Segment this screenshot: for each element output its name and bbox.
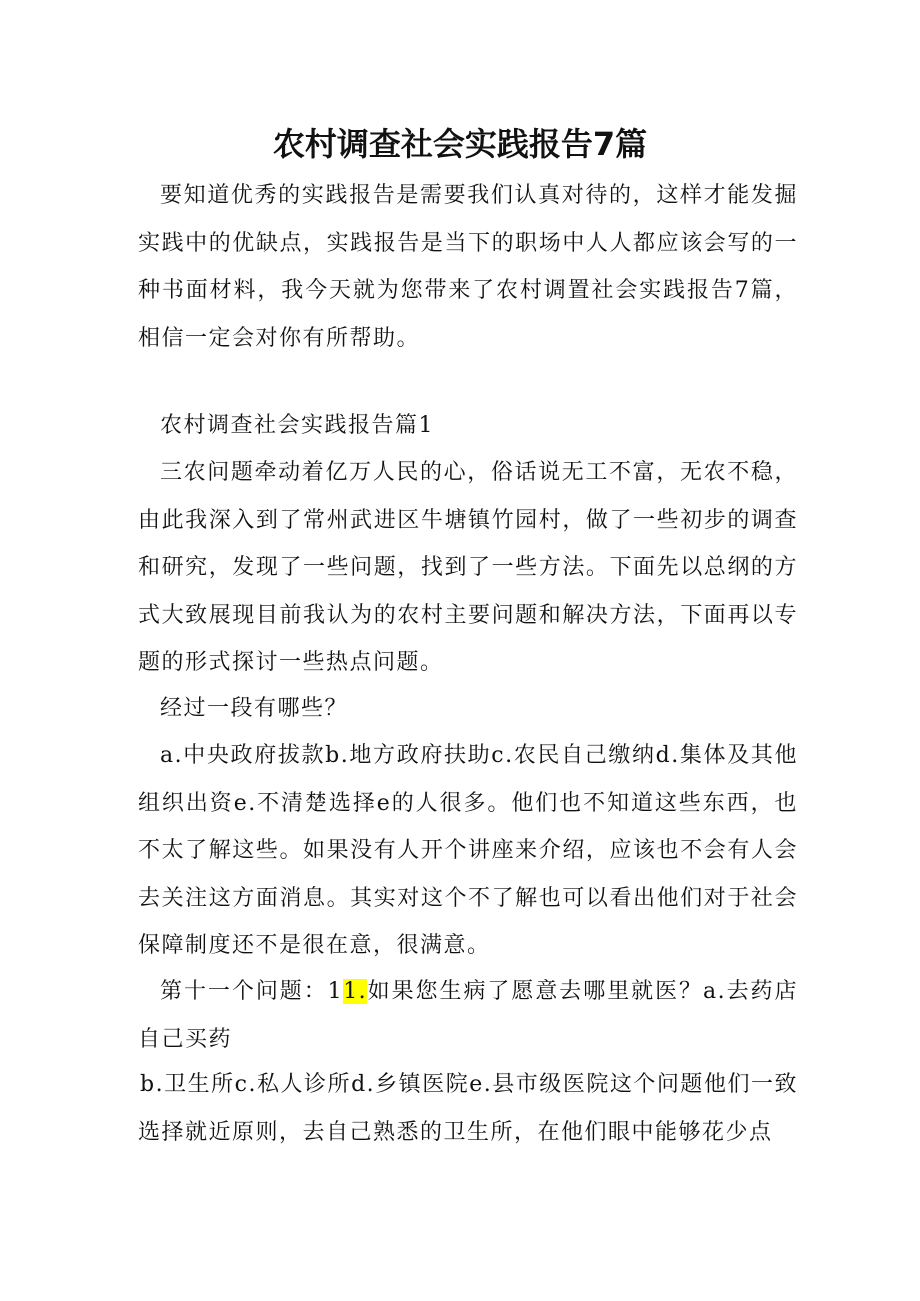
paragraph-4-start: 第十一个问题：1	[160, 979, 344, 1004]
paragraph-4-end: 如果您生病了愿意去哪里就医？a.去药店自己买药	[138, 979, 798, 1052]
paragraph-4	[138, 968, 798, 1063]
intro-paragraph: 要知道优秀的实践报告是需要我们认真对待的，这样才能发掘实践中的优缺点，实践报告是当下的职场中人人都应该会写的一种书面材料，我今天就为您带来了农村调置社会实践报告7篇，相信一定会对你有所帮助。	[138, 183, 798, 351]
paragraph-1: 三农问题牵动着亿万人民的心，俗话说无工不富，无农不稳，由此我深入到了常州武进区牛塘镇竹园村，做了一些初步的调查和研究，发现了一些问题，找到了一些方法。下面先以总纲的方式大致展现目前我认为的农村主要问题和解决方法，下面再以专题的形式探讨一些热点问题。	[138, 460, 798, 675]
paragraph-2: 经过一段有哪些？	[160, 696, 349, 721]
document-title: 农村调查社会实践报告7篇	[272, 125, 648, 163]
paragraph-5: b.卫生所c.私人诊所d.乡镇医院e.县市级医院这个问题他们一致选择就近原则，去自己熟悉的卫生所，在他们眼中能够花少点	[138, 1072, 798, 1145]
highlighted-text: 1.	[343, 979, 368, 1004]
paragraph-3: a.中央政府拔款b.地方政府扶助c.农民自己缴纳d.集体及其他组织出资e.不清楚选择e的人很多。他们也不知道这些东西，也不太了解这些。如果没有人开个讲座来介绍，应该也不会有人会去关注这方面消息。其实对这个不了解也可以看出他们对于社会保障制度还不是很在意，很满意。	[138, 743, 798, 958]
section-heading: 农村调查社会实践报告篇1	[160, 413, 434, 438]
